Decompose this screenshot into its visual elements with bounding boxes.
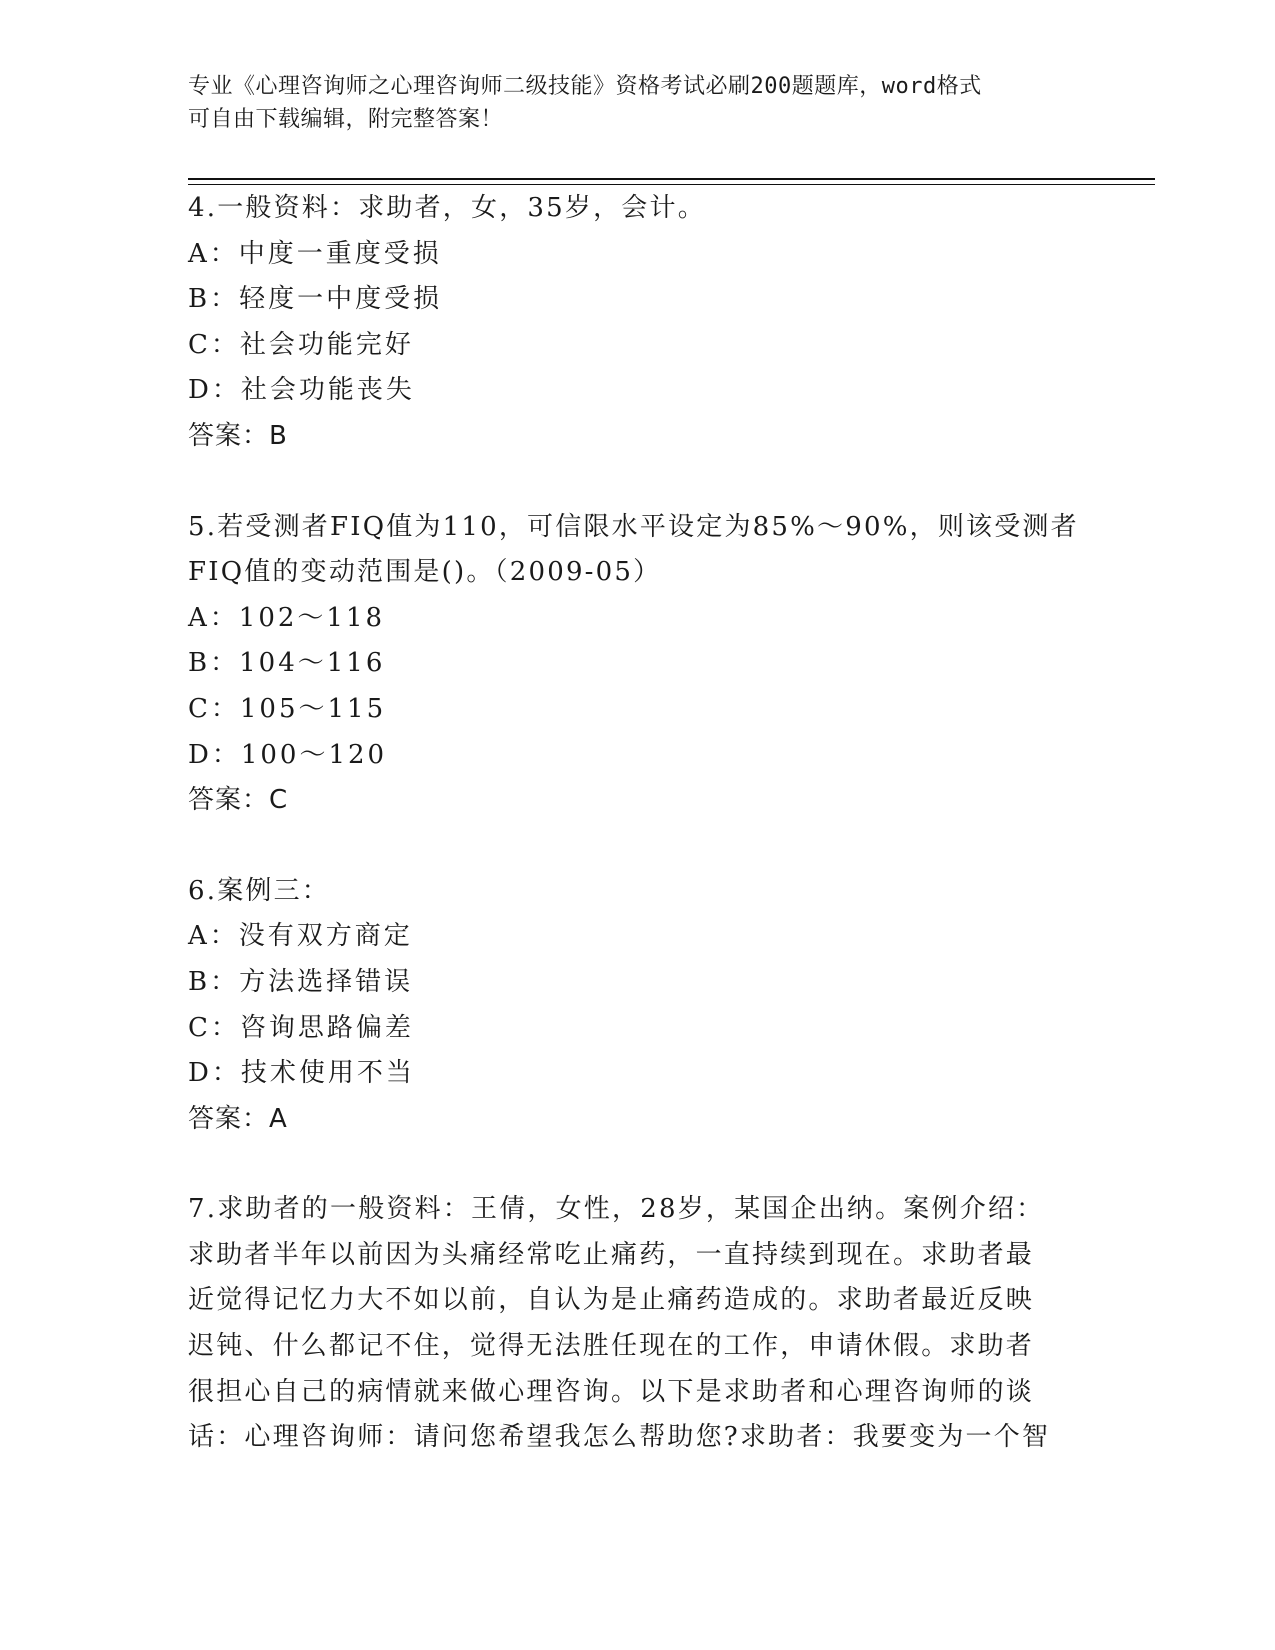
- stem-line: 近觉得记忆力大不如以前，自认为是止痛药造成的。求助者最近反映: [188, 1285, 1035, 1316]
- option-c: C：105～115: [188, 693, 387, 724]
- option-a: A：102～118: [188, 602, 386, 633]
- option-d: D：社会功能丧失: [188, 375, 415, 406]
- option-a: A：没有双方商定: [188, 921, 413, 952]
- stem-line: 迟钝、什么都记不住，觉得无法胜任现在的工作，申请休假。求助者: [188, 1331, 1035, 1362]
- option-c: C：咨询思路偏差: [188, 1012, 414, 1043]
- question-5: [188, 505, 1088, 824]
- answer-label: 答案：C: [188, 785, 289, 816]
- answer-label: 答案：B: [188, 420, 288, 451]
- stem-line: FIQ值的变动范围是()。（2009-05）: [188, 557, 662, 588]
- answer-label: 答案：A: [188, 1103, 288, 1134]
- option-d: D：技术使用不当: [188, 1058, 415, 1089]
- option-a: A：中度一重度受损: [188, 238, 442, 269]
- header-divider-thin: [188, 184, 1155, 185]
- stem-line: 很担心自己的病情就来做心理咨询。以下是求助者和心理咨询师的谈: [188, 1376, 1035, 1407]
- stem-line: 话：心理咨询师：请问您希望我怎么帮助您?求助者：我要变为一个智: [188, 1422, 1051, 1453]
- question-list: [188, 186, 1088, 1506]
- question-6: [188, 869, 1088, 1143]
- header-line: 可自由下载编辑，附完整答案！: [188, 107, 504, 132]
- question-stem: [188, 1187, 1088, 1461]
- option-c: C：社会功能完好: [188, 329, 414, 360]
- option-b: B：104～116: [188, 648, 386, 679]
- document-header: [188, 70, 1088, 136]
- option-d: D：100～120: [188, 739, 388, 770]
- option-b: B：方法选择错误: [188, 966, 414, 997]
- stem-line: 6.案例三：: [188, 875, 331, 906]
- question-4: [188, 186, 1088, 460]
- stem-line: 5.若受测者FIQ值为110，可信限水平设定为85%～90%，则该受测者: [188, 511, 1079, 542]
- option-b: B：轻度一中度受损: [188, 284, 443, 315]
- stem-line: 7.求助者的一般资料：王倩，女性，28岁，某国企出纳。案例介绍：: [188, 1194, 1045, 1225]
- question-stem: [188, 505, 1088, 596]
- header-line: 专业《心理咨询师之心理咨询师二级技能》资格考试必刷200题题库，word格式: [188, 74, 982, 99]
- stem-line: 求助者半年以前因为头痛经常吃止痛药，一直持续到现在。求助者最: [188, 1239, 1035, 1270]
- header-divider-thick: [188, 178, 1155, 180]
- question-7: [188, 1187, 1088, 1461]
- stem-line: 4.一般资料：求助者，女，35岁，会计。: [188, 193, 706, 223]
- question-stem: [188, 869, 1088, 915]
- question-stem: [188, 186, 1088, 232]
